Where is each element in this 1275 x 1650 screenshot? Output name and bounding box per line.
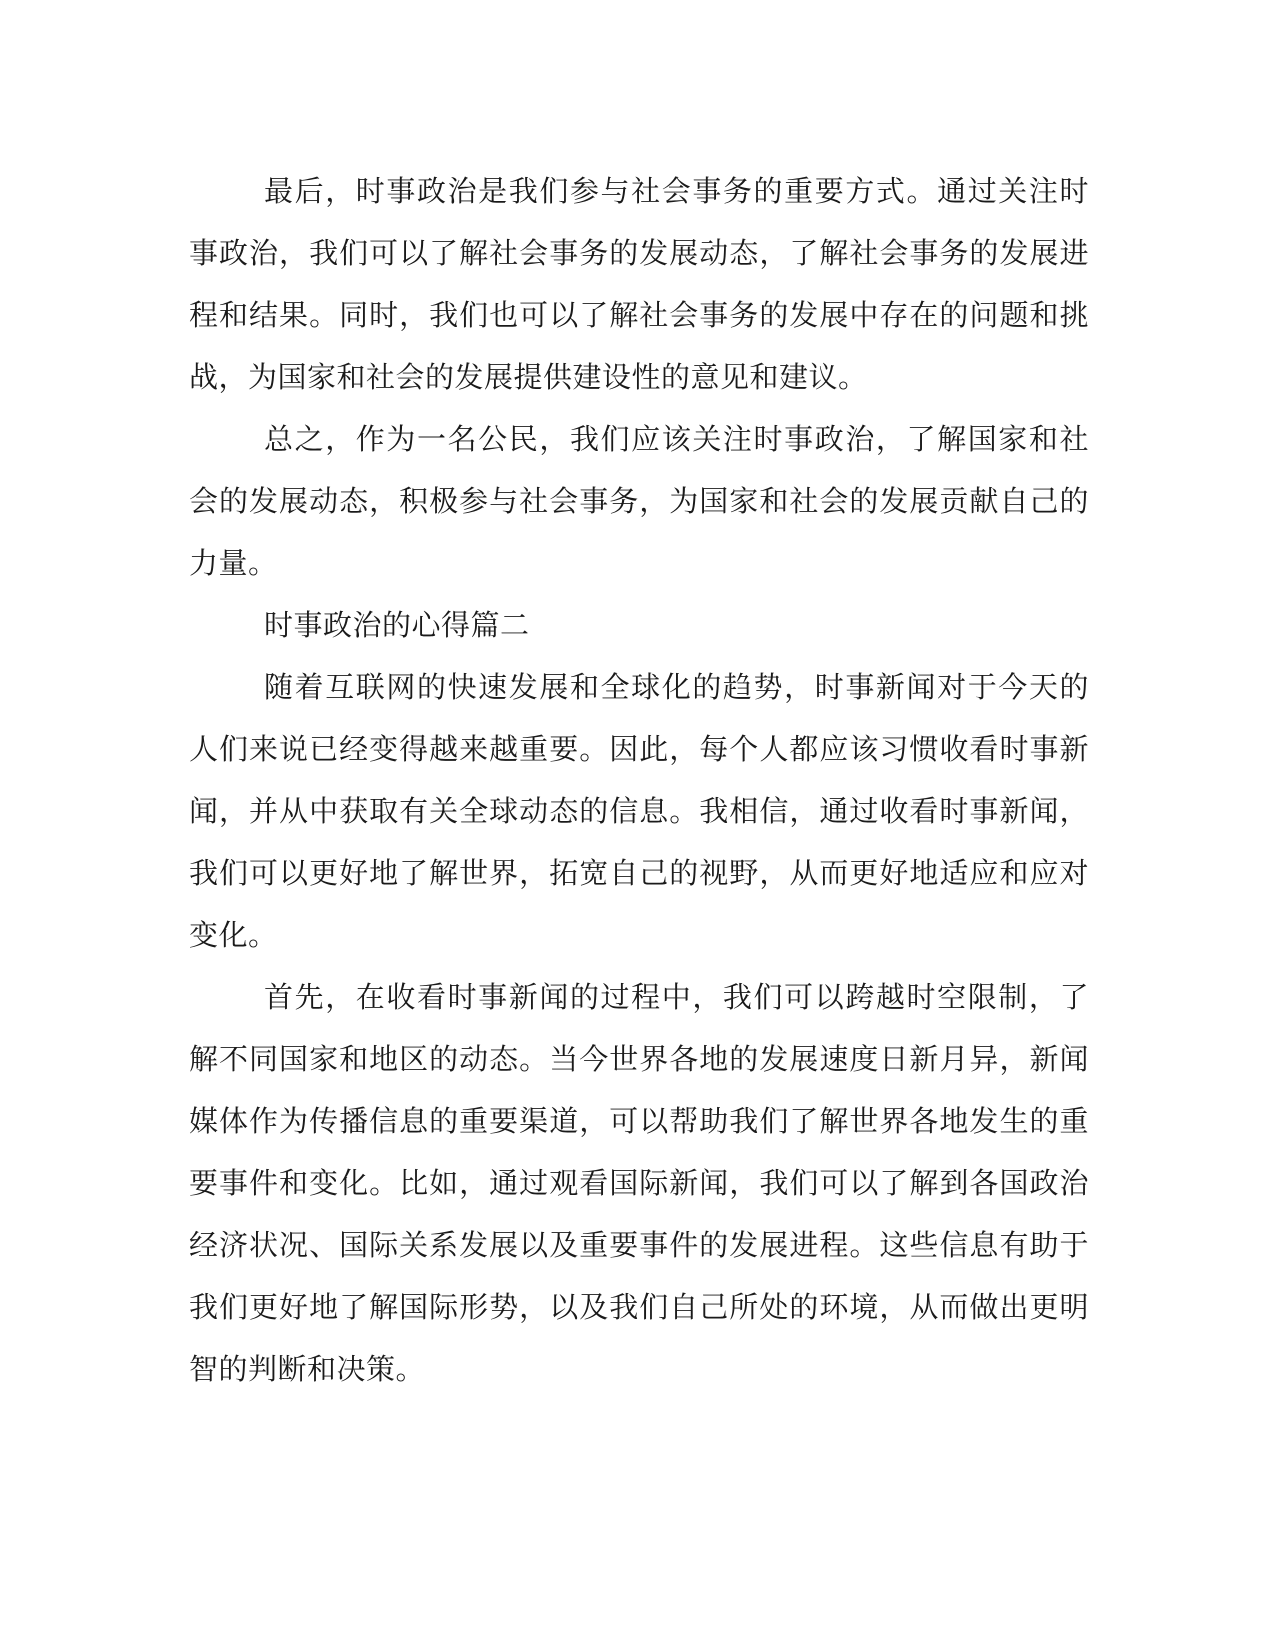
paragraph-first-point: 首先，在收看时事新闻的过程中，我们可以跨越时空限制，了解不同国家和地区的动态。当今世界各地的发展速度日新月异，新闻媒体作为传播信息的重要渠道，可以帮助我们了解世界各地发生的重要事件和变化。比如，通过观看国际新闻，我们可以了解到各国政治经济状况、国际关系发展以及重要事件的发展进程。这些信息有助于我们更好地了解国际形势，以及我们自己所处的环境，从而做出更明智的判断和决策。 [189, 980, 1089, 1386]
paragraph-summary: 总之，作为一名公民，我们应该关注时事政治，了解国家和社会的发展动态，积极参与社会事务，为国家和社会的发展贡献自己的力量。 [189, 422, 1089, 580]
document-body [189, 160, 1089, 1400]
paragraph-conclusion-intro: 最后，时事政治是我们参与社会事务的重要方式。通过关注时事政治，我们可以了解社会事务的发展动态，了解社会事务的发展进程和结果。同时，我们也可以了解社会事务的发展中存在的问题和挑战，为国家和社会的发展提供建设性的意见和建议。 [189, 174, 1089, 394]
section-heading: 时事政治的心得篇二 [264, 608, 530, 642]
paragraph-intro: 随着互联网的快速发展和全球化的趋势，时事新闻对于今天的人们来说已经变得越来越重要。因此，每个人都应该习惯收看时事新闻，并从中获取有关全球动态的信息。我相信，通过收看时事新闻，我们可以更好地了解世界，拓宽自己的视野，从而更好地适应和应对变化。 [189, 670, 1089, 952]
